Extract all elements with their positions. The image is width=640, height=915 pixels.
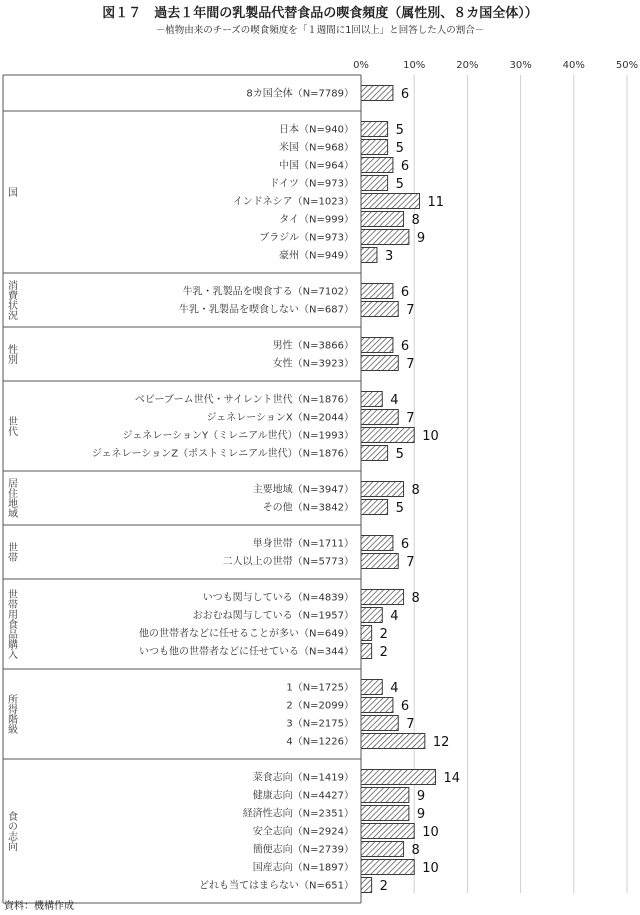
data-label: 7 <box>406 555 415 570</box>
bar <box>361 590 404 605</box>
row-label: 牛乳・乳製品を喫食しない（N=687） <box>179 304 354 316</box>
group-label: 消費状況 <box>5 280 17 320</box>
row-label: 安全志向（N=2924） <box>252 826 354 838</box>
row-label: タイ（N=999） <box>279 214 354 226</box>
data-label: 12 <box>432 735 450 750</box>
bar <box>361 410 398 425</box>
row-label: どれも当てはまらない（N=651） <box>199 880 354 892</box>
row-label: 日本（N=940） <box>279 124 354 136</box>
bar <box>361 626 372 641</box>
bar <box>361 356 398 371</box>
data-label: 5 <box>395 177 404 192</box>
bar <box>361 140 388 155</box>
row-label: 二人以上の世帯（N=5773） <box>222 556 354 568</box>
data-label: 8 <box>411 843 420 858</box>
data-label: 6 <box>400 159 410 174</box>
chart-subtitle: －植物由来のチーズの喫食頻度を「１週間に1回以上」と回答した人の割合－ <box>155 25 485 36</box>
data-label: 5 <box>395 501 404 516</box>
bar <box>361 212 404 227</box>
bar <box>361 842 404 857</box>
data-label: 14 <box>443 771 461 786</box>
group-label: 世帯用食品購入 <box>5 589 17 659</box>
row-label: ベビーブーム世代・サイレント世代（N=1876） <box>134 394 354 406</box>
row-label: 1（N=1725） <box>286 682 354 694</box>
row-label: 4（N=1226） <box>286 736 354 748</box>
group-label: 性別 <box>5 344 17 364</box>
data-label: 7 <box>406 303 415 318</box>
row-label: 豪州（N=949） <box>279 250 354 262</box>
bar <box>361 122 388 137</box>
bar <box>361 284 393 299</box>
row-label: 米国（N=968） <box>279 142 354 154</box>
group-label: 世帯 <box>5 542 17 562</box>
bar <box>361 500 388 515</box>
x-tick-label: 0% <box>353 60 369 71</box>
row-label: 他の世帯者などに任せることが多い（N=649） <box>139 628 354 640</box>
row-label: 健康志向（N=4427） <box>252 790 354 802</box>
row-label: ジェネレーションZ（ポストミレニアル世代）（N=1876） <box>91 448 354 460</box>
data-label: 7 <box>406 357 415 372</box>
data-label: 5 <box>395 123 404 138</box>
bar <box>361 770 435 785</box>
data-label: 10 <box>422 861 439 876</box>
data-label: 6 <box>400 285 410 300</box>
bar <box>361 536 393 551</box>
row-label: 単身世帯（N=1711） <box>252 538 354 550</box>
row-label: 国産志向（N=1897） <box>252 862 354 874</box>
group-label: 世代 <box>5 416 17 436</box>
data-label: 6 <box>400 339 410 354</box>
row-label: 3（N=2175） <box>286 718 354 730</box>
data-label: 6 <box>400 87 410 102</box>
x-tick-label: 50% <box>615 60 639 71</box>
bar <box>361 698 393 713</box>
bar <box>361 680 382 695</box>
bar <box>361 338 393 353</box>
group-label: 国 <box>5 187 17 197</box>
data-label: 4 <box>390 681 399 696</box>
data-label: 9 <box>416 807 426 822</box>
row-label: 菜食志向（N=1419） <box>252 772 354 784</box>
bar <box>361 608 382 623</box>
bar <box>361 86 393 101</box>
data-label: 2 <box>379 627 388 642</box>
data-label: 8 <box>411 213 420 228</box>
row-label: その他（N=3842） <box>262 502 354 514</box>
row-label: 男性（N=3866） <box>272 340 354 352</box>
bar <box>361 860 414 875</box>
bar <box>361 554 398 569</box>
x-tick-label: 30% <box>509 60 532 71</box>
bar <box>361 194 420 209</box>
row-label: ブラジル（N=973） <box>259 232 354 244</box>
row-label: ドイツ（N=973） <box>269 178 354 190</box>
group-label: 所得階級 <box>5 694 17 734</box>
data-label: 7 <box>406 411 415 426</box>
data-label: 4 <box>390 393 399 408</box>
row-label: 牛乳・乳製品を喫食する（N=7102） <box>182 286 354 298</box>
bar <box>361 482 404 497</box>
data-label: 3 <box>384 249 394 264</box>
row-label: 主要地域（N=3947） <box>252 484 354 496</box>
bar <box>361 644 372 659</box>
row-label: 経済性志向（N=2351） <box>242 808 354 820</box>
bar <box>361 428 414 443</box>
row-label: 簡便志向（N=2739） <box>252 844 354 856</box>
x-tick-label: 40% <box>562 60 585 71</box>
row-label: 8カ国全体（N=7789） <box>246 88 354 100</box>
row-label: 中国（N=964） <box>279 160 354 172</box>
row-label: ジェネレーションY（ミレニアル世代）（N=1993） <box>122 430 354 442</box>
data-label: 5 <box>395 447 404 462</box>
bar <box>361 230 409 245</box>
data-label: 11 <box>427 195 445 210</box>
row-label: いつも関与している（N=4839） <box>202 592 354 604</box>
bar <box>361 248 377 263</box>
data-label: 9 <box>416 789 426 804</box>
x-tick-label: 20% <box>456 60 479 71</box>
data-label: 8 <box>411 591 420 606</box>
bar <box>361 824 414 839</box>
x-tick-label: 10% <box>403 60 426 71</box>
bar <box>361 446 388 461</box>
row-label: インドネシア（N=1023） <box>232 196 354 208</box>
row-label: おおむね関与している（N=1957） <box>192 610 354 622</box>
data-label: 10 <box>422 429 439 444</box>
data-label: 9 <box>416 231 426 246</box>
bar <box>361 806 409 821</box>
data-label: 7 <box>406 717 415 732</box>
row-label: 女性（N=3923） <box>272 358 354 370</box>
data-label: 2 <box>379 879 388 894</box>
bar <box>361 788 409 803</box>
data-label: 8 <box>411 483 420 498</box>
source-note: 資料：機構作成 <box>4 901 74 912</box>
group-label: 居住地域 <box>5 478 17 518</box>
bar <box>361 158 393 173</box>
bar <box>361 716 398 731</box>
bar <box>361 302 398 317</box>
bar <box>361 734 425 749</box>
data-label: 6 <box>400 699 410 714</box>
data-label: 2 <box>379 645 388 660</box>
bar <box>361 878 372 893</box>
row-label: 2（N=2099） <box>286 700 354 712</box>
row-label: いつも他の世帯者などに任せている（N=344） <box>139 646 354 658</box>
data-label: 10 <box>422 825 439 840</box>
group-label: 食の志向 <box>5 811 17 851</box>
data-label: 5 <box>395 141 404 156</box>
chart-title: 図１７ 過去１年間の乳製品代替食品の喫食頻度（属性別、８カ国全体）） <box>102 6 538 21</box>
bar <box>361 392 382 407</box>
bar <box>361 176 388 191</box>
data-label: 4 <box>390 609 399 624</box>
data-label: 6 <box>400 537 410 552</box>
row-label: ジェネレーションX（N=2044） <box>206 412 354 424</box>
